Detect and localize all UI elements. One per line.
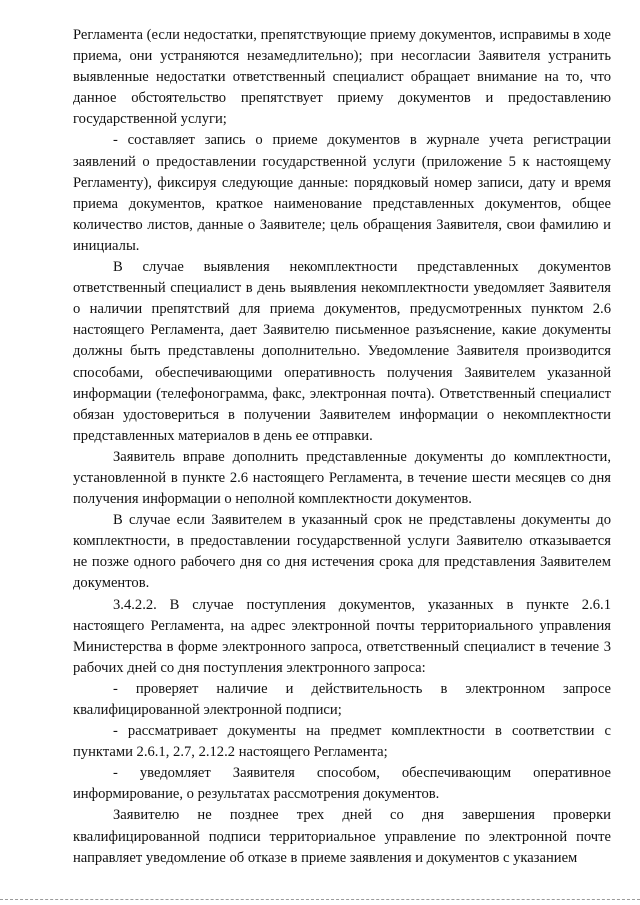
paragraph-refusal-deadline: В случае если Заявителем в указанный срок не представлены документы до комплектности, в предоставлении государственной услуги Заявителю отказывается не позже одного рабочего дня со дня истечения срока для представления Заявителем документов. xyxy=(73,512,611,592)
paragraph-regulation-continuation: Регламента (если недостатки, препятствующие приему документов, исправимы в ходе приема, они устраняются незамедлительно); при несогласии Заявителя устранить выявленные недостатки ответственный специалист обращает внимание на то, что данное обстоятельство препятствует приему документов и предоставлению государственной услуги; xyxy=(73,27,611,128)
paragraph-incompleteness-notice: В случае выявления некомплектности представленных документов ответственный специалист в день выявления некомплектности уведомляет Заявителя о наличии препятствий для приема документов, предусмотренных пунктом 2.6 настоящего Регламента, дает Заявителю письменное разъяснение, какие документы должны быть представлены дополнительно. Уведомление Заявителя производится способами, обеспечивающими оперативность получения Заявителем указанной информации (телефонограмма, факс, электронная почта). Ответственный специалист обязан удостовериться в получении Заявителем информации о некомплектности представленных материалов в день ее отправки. xyxy=(73,259,611,444)
paragraph-journal-entry: - составляет запись о приеме документов в журнале учета регистрации заявлений о предоставлении государственной услуги (приложение 5 к настоящему Регламенту), фиксируя следующие данные: порядковый номер записи, дату и время приема документов, краткое наименование представленных документов, общее количество листов, данные о Заявителе; цель обращения Заявителя, свои фамилию и инициалы. xyxy=(73,132,611,254)
paragraph-review-completeness: - рассматривает документы на предмет комплектности в соответствии с пунктами 2.6.1, 2.7, 2.12.2 настоящего Регламента; xyxy=(73,723,611,761)
paragraph-refusal-notification: Заявителю не позднее трех дней со дня завершения проверки квалифицированной подписи территориальное управление по электронной почте направляет уведомление об отказе в приеме заявления и документов с указанием xyxy=(73,807,611,866)
paragraph-supplement-right: Заявитель вправе дополнить представленные документы до комплектности, установленной в пункте 2.6 настоящего Регламента, в течение шести месяцев со дня получения информации о неполной комплектности документов. xyxy=(73,448,611,508)
page-bottom-edge xyxy=(0,899,640,901)
paragraph-notify-applicant: - уведомляет Заявителя способом, обеспечивающим оперативное информирование, о результатах рассмотрения документов. xyxy=(73,765,611,803)
paragraph-electronic-request: 3.4.2.2. В случае поступления документов, указанных в пункте 2.6.1 настоящего Регламента, на адрес электронной почты территориального управления Министерства в форме электронного запроса, ответственный специалист в течение 3 рабочих дней со дня поступления электронного запроса: xyxy=(73,596,611,676)
paragraph-check-signature: - проверяет наличие и действительность в электронном запросе квалифицированной электронной подписи; xyxy=(73,680,611,718)
document-page xyxy=(73,25,611,869)
